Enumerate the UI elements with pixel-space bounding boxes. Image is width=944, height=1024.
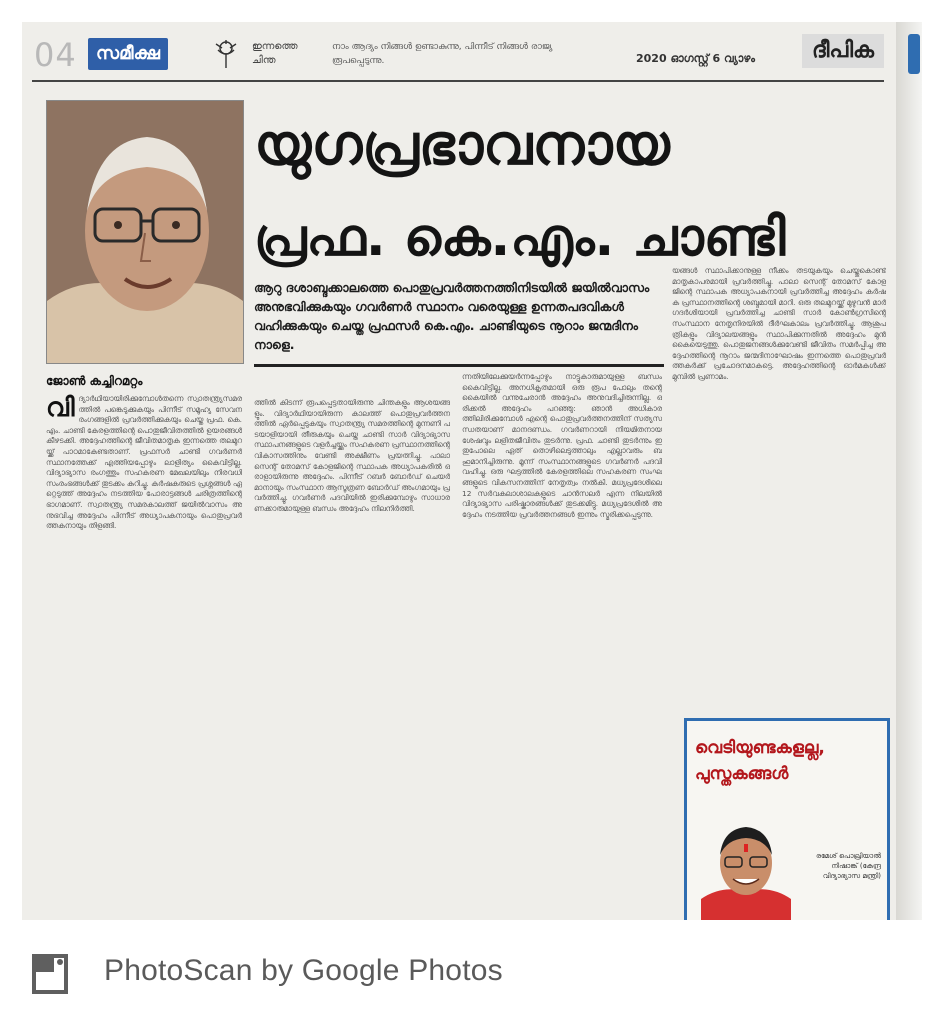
column-name: ഇന്നത്തെ ചിന്ത [252,41,298,66]
dropcap: വി [46,394,75,423]
tree-emblem-icon [210,38,242,70]
byline: ജോൺ കച്ചിറമറ്റം [46,374,143,388]
masthead [32,30,884,82]
app-footer [30,946,910,1006]
article-column-2: ത്തിൽ കിടന്ന് രൂപപ്പെട്ടതായിരുന്നു ചിന്തകളും ആശയങ്ങളും. വിദ്യാർഥിയായിരുന്ന കാലത്ത് പൊതുപ്രവർത്തനത്തിൽ ഏർപ്പെടുകയും സ്വാതന്ത്ര്യ സമരത്തിന്റെ മുന്നണി പടയാളിയായി തീരുകയും ചെയ്ത ചാണ്ടി സാർ വിദ്യാഭ്യാസ സ്ഥാപനങ്ങളുടെ വളർച്ചയ്ക്കും സഹകരണ പ്രസ്ഥാനത്തിന്റെ വികാസത്തിനും വേണ്ടി അക്ഷീണം പ്രയത്നിച്ചു. പാലാ സെന്റ് തോമസ് കോളജിന്റെ സ്ഥാപക അധ്യാപകരിൽ ഒരാളായിരുന്നു അദ്ദേഹം. പിന്നീട് റബർ ബോർഡ് ചെയർമാനായും സംസ്ഥാന ആസൂത്രണ ബോർഡ് അംഗമായും പ്രവർത്തിച്ചു. ഗവർണർ പദവിയിൽ ഇരിക്കുമ്പോഴും സാധാരണക്കാരുമായുള്ള ബന്ധം അദ്ദേഹം നിലനിർത്തി. [254,398,450,513]
article-column-3: ന്നതിയിലേക്കുയർന്നപ്പോഴും നാട്ടുകാരുമായുള്ള ബന്ധം കൈവിട്ടില്ല. അനധികൃതമായി ഒരു രൂപ പോലും തന്റെ കൈയിൽ വന്നുചേരാൻ അദ്ദേഹം അനുവദിച്ചിരുന്നില്ല. ഒരിക്കൽ അദ്ദേഹം പറഞ്ഞു: ഞാൻ അധികാരത്തിലിരിക്കുമ്പോൾ എന്റെ പൊതുപ്രവർത്തനത്തിന് സത്യസന്ധതയാണ് മാനദണ്ഡം. ഗവർണറായി നിയമിതനായ ശേഷവും ലളിതജീവിതം തുടർന്നു. പ്രഫ. ചാണ്ടി തുടർന്നും ഇതുപോലെ ഏത് തൊഴിലെടുത്താലും എല്ലാവരും ബഹുമാനിച്ചിരുന്നു. മൂന്ന് സംസ്ഥാനങ്ങളുടെ ഗവർണർ പദവി വഹിച്ചു. ഒരു ഘട്ടത്തിൽ കേരളത്തിലെ സഹകരണ സംഘങ്ങളുടെ വികസനത്തിന് നേതൃത്വം നൽകി. മധ്യപ്രദേശിലെ 12 സർവകലാശാലകളുടെ ചാൻസലർ എന്ന നിലയിൽ വിദ്യാഭ്യാസ പരിഷ്കാരങ്ങൾക്ക് തുടക്കമിട്ടു. മധ്യപ്രദേശിൽ അദ്ദേഹം നടത്തിയ പ്രവർത്തനങ്ങൾ ഇന്നും സ്മരിക്കപ്പെടുന്നു. [462,372,662,519]
page-number: 04 [34,36,77,74]
column-1-text: ദ്യാർഥിയായിരിക്കുമ്പോൾതന്നെ സ്വാതന്ത്ര്യസമരത്തിൽ പങ്കെടുക്കുകയും പിന്നീട് സമൂഹ്യ സേവന രംഗങ്ങളിൽ പ്രവർത്തിക്കുകയും ചെയ്ത പ്രഫ. കെ.എം. ചാണ്ടി കേരളത്തിന്റെ പൊതുജീവിതത്തിൽ ഉയരങ്ങൾ കീഴടക്കി. അദ്ദേഹത്തിന്റെ ജീവിതമാതൃക ഇന്നത്തെ തലമുറയ്ക്ക് പാഠമാകേണ്ടതാണ്. പ്രഫസർ ചാണ്ടി ഗവർണർ സ്ഥാനത്തേക്ക് എത്തിയപ്പോഴും ലാളിത്യം കൈവിട്ടില്ല. വിദ്യാഭ്യാസ രംഗത്തും സഹകരണ മേഖലയിലും നിരവധി സംരംഭങ്ങൾക്ക് തുടക്കം കുറിച്ചു. കർഷകരുടെ പ്രശ്നങ്ങൾ ഏറ്റെടുത്ത് അദ്ദേഹം നടത്തിയ പോരാട്ടങ്ങൾ ചരിത്രത്തിന്റെ ഭാഗമാണ്. സ്വാതന്ത്ര്യ സമരകാലത്ത് ജയിൽവാസം അനുഭവിച്ച അദ്ദേഹം പിന്നീട് അധ്യാപകനായും പൊതുപ്രവർത്തകനായും തിളങ്ങി. [46,394,242,531]
edge-blue-tab [908,34,920,74]
issue-date: 2020 ഓഗസ്റ്റ് 6 വ്യാഴം [636,52,756,65]
article-column-1 [46,394,242,914]
scanned-newspaper-photo [22,22,922,920]
inset-box [684,718,890,920]
article-deck: ആറു ദശാബ്ദക്കാലത്തെ പൊതുപ്രവർത്തനത്തിനിടയിൽ ജയിൽവാസം അനുഭവിക്കുകയും ഗവർണർ സ്ഥാനം വരെയുള്ള ഉന്നതപദവികൾ വഹിക്കുകയും ചെയ്ത പ്രഫസർ കെ.എം. ചാണ്ടിയുടെ നൂറാം ജന്മദിനം നാളെ. [254,278,664,367]
portrait-illustration [47,101,243,363]
newspaper-brand: ദീപിക [802,34,884,68]
by-google-photos: by Google Photos [261,954,503,987]
inset-title: വെടിയുണ്ടകളല്ല, പുസ്തകങ്ങൾ [695,738,825,784]
photoscan-icon [30,952,70,996]
portrait-photo [46,100,244,364]
daily-quote: നാം ആദ്യം നിങ്ങൾ ഉണ്ടാകുന്നു, പിന്നീട് നിങ്ങൾ രാജ്യ രൂപപ്പെടുന്നു. [332,42,553,66]
inset-caption: രമേശ് പൊഖ്രിയാൽ നിഷാങ്ക് (കേന്ദ്ര വിദ്യാഭ്യാസ മന്ത്രി) [815,852,881,880]
app-name: PhotoScan [104,954,253,987]
headline-line-2: പ്രഫ. കെ.എം. ചാണ്ടി [254,208,786,268]
article-column-4: യങ്ങൾ സ്ഥാപിക്കാനുള്ള നീക്കം തടയുകയും ചെയ്തുകൊണ്ട് മാതൃകാപരമായി പ്രവർത്തിച്ചു. പാലാ സെന്റ് തോമസ് കോളജിന്റെ സ്ഥാപക അധ്യാപകനായി പ്രവർത്തിച്ച അദ്ദേഹം കർഷക പ്രസ്ഥാനത്തിന്റെ ശബ്ദമായി മാറി. ഒരു തലമുറയ്ക്ക് മുഴുവൻ മാർഗദർശിയായി പ്രവർത്തിച്ച ചാണ്ടി സാർ കോൺഗ്രസിന്റെ സംസ്ഥാന നേതൃനിരയിൽ ദീർഘകാലം പ്രവർത്തിച്ചു. ആശുപത്രികളും വിദ്യാലയങ്ങളും സ്ഥാപിക്കുന്നതിൽ അദ്ദേഹം മുൻകൈയെടുത്തു. പൊതുജനങ്ങൾക്കുവേണ്ടി ജീവിതം സമർപ്പിച്ച അദ്ദേഹത്തിന്റെ നൂറാം ജന്മദിനാഘോഷം ഇന്നത്തെ പൊതുപ്രവർത്തകർക്ക് പ്രചോദനമാകട്ടെ. അദ്ദേഹത്തിന്റെ ഓർമകൾക്ക് മുമ്പിൽ പ്രണാമം. [672,266,886,381]
photoscan-branding [104,954,503,988]
page-edge [896,22,922,920]
inset-portrait [701,811,791,920]
section-tag: സമീക്ഷ [88,38,168,70]
headline-line-1: യുഗപ്രഭാവനായ [254,113,670,178]
headline [254,100,894,284]
